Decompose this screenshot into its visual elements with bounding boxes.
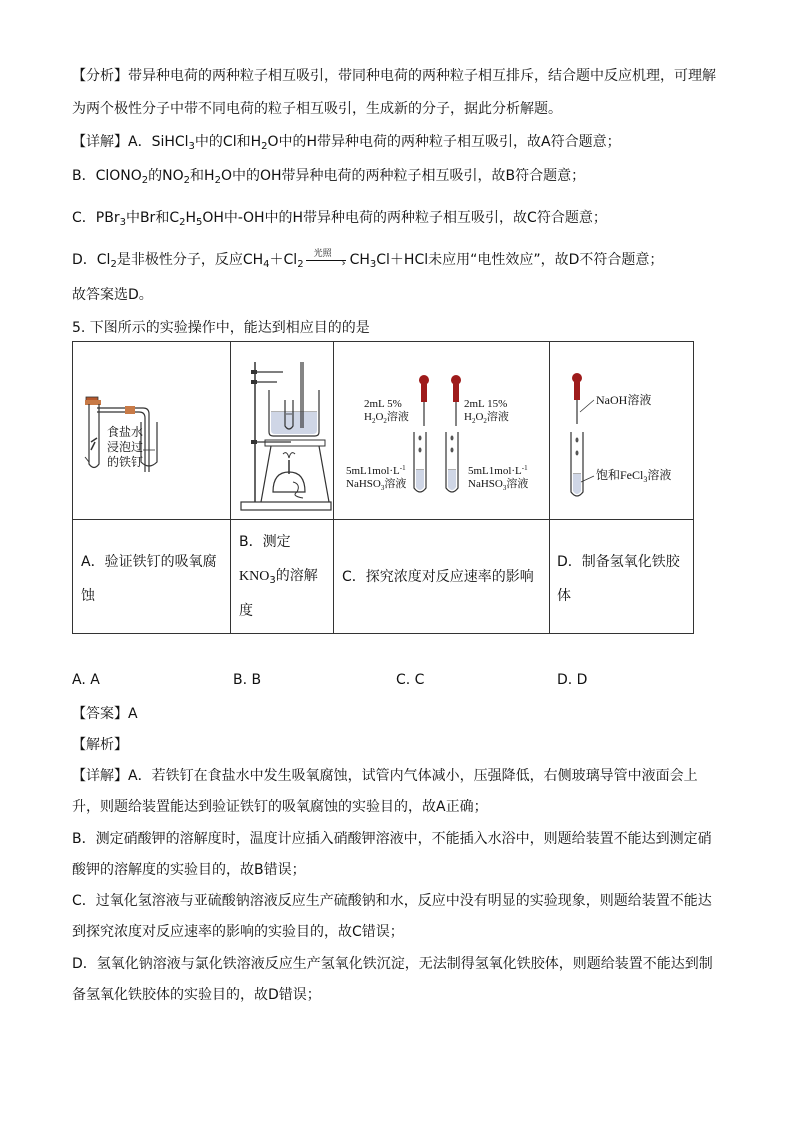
cell-d-text: D．制备氢氧化铁胶 体 <box>557 554 680 604</box>
option-a: A. A <box>72 672 100 688</box>
analysis-line-1: 【分析】带异种电荷的两种粒子相互吸引，带同种电荷的两种粒子相互排斥，结合题中反应机理，可理解 <box>72 68 716 84</box>
experiment-table <box>72 341 694 634</box>
c-right-tube-label: $5mL1mol\cdot L^{-1}$ <box>468 464 528 477</box>
cell-c-text: C．探究浓度对反应速率的影响 <box>342 569 534 585</box>
figure-d-colloid <box>550 342 694 518</box>
c-left-drop-label: 2mL 5% <box>364 398 402 410</box>
detail-c1: C．过氧化氢溶液与亚硫酸钠溶液反应生产硫酸钠和水，反应中没有明显的实验现象，则题给装置不能达 <box>72 893 712 909</box>
detail-b-line: B．ClONO$_2$的$NO_2$和$H_2O$中的OH带异种电荷的两种粒子相互吸引，故B符合题意； <box>72 168 586 186</box>
detail-d2: 备氢氧化铁胶体的实验目的，故D错误； <box>72 987 321 1003</box>
detail-b1: B．测定硝酸钾的溶解度时，温度计应插入硝酸钾溶液中，不能插入水浴中，则题给装置不能达到测定硝 <box>72 831 712 847</box>
figure-a-label-3: 的铁钉 <box>107 455 144 469</box>
c-left-tube-sol: NaHSO$_3$溶液 <box>346 478 407 492</box>
option-d: D. D <box>557 672 588 688</box>
c-right-tube-sol: NaHSO$_3$溶液 <box>468 478 529 492</box>
detail-c-line: C．PBr$_3$中Br和$C_2H_5OH$中-OH中的H带异种电荷的两种粒子相互吸引，故C符合题意； <box>72 210 607 228</box>
c-right-drop-label: 2mL 15% <box>464 398 508 410</box>
c-left-drop-sol: $H_2O_2$溶液 <box>364 411 409 425</box>
detail-b2: 酸钾的溶解度的实验目的，故B错误； <box>72 862 306 878</box>
c-right-drop-sol: $H_2O_2$溶液 <box>464 411 509 425</box>
detail-a2: 升，则题给装置能达到验证铁钉的吸氧腐蚀的实验目的，故A正确； <box>72 799 488 815</box>
detail-a1: 【详解】A．若铁钉在食盐水中发生吸氧腐蚀，试管内气体减小，压强降低，右侧玻璃导管中液面会上 <box>72 768 698 784</box>
option-c: C. C <box>396 672 425 688</box>
reaction-arrow: 光照 › <box>304 253 350 267</box>
analysis-line-2: 为两个极性分子中带不同电荷的粒子相互吸引，生成新的分子，据此分析解题。 <box>72 101 562 117</box>
figure-a-rusting <box>73 342 229 518</box>
d-drop-label: NaOH溶液 <box>596 393 652 407</box>
figure-a-label-1: 食盐水 <box>107 425 144 439</box>
d-tube-label: 饱和FeCl$_3$溶液 <box>596 468 672 484</box>
c-left-tube-label: $5mL1mol\cdot L^{-1}$ <box>346 464 406 477</box>
detail-d-line: D．$Cl_2$是非极性分子，反应$CH_4+Cl_2$ 光照 › $CH_3Cl+HCl$未应用“电性效应”，故D不符合题意； <box>72 249 664 270</box>
figure-b-solubility <box>231 342 333 518</box>
analysis-label: 【解析】 <box>72 737 128 753</box>
figure-a-label-2: 浸泡过 <box>107 440 144 454</box>
cell-a-text: A．验证铁钉的吸氧腐 蚀 <box>81 554 217 604</box>
conclusion: 故答案选D。 <box>72 287 153 303</box>
answer-label: 【答案】A <box>72 706 138 722</box>
option-b: B. B <box>233 672 262 688</box>
detail-a-line: 【详解】A．SiHCl$_3$中的Cl和$H_2O$中的H带异种电荷的两种粒子相互吸引，故A符合题意； <box>72 134 621 152</box>
detail-c2: 到探究浓度对反应速率的影响的实验目的，故C错误； <box>72 924 404 940</box>
cell-b-text: B．测定 $KNO_3$的溶解 度 <box>239 534 318 619</box>
question-stem: 5. 下图所示的实验操作中，能达到相应目的的是 <box>72 320 370 336</box>
figure-c-rate <box>334 342 548 518</box>
detail-d1: D．氢氧化钠溶液与氯化铁溶液反应生产氢氧化铁沉淀，无法制得氢氧化铁胶体，则题给装置不能达到制 <box>72 956 713 972</box>
